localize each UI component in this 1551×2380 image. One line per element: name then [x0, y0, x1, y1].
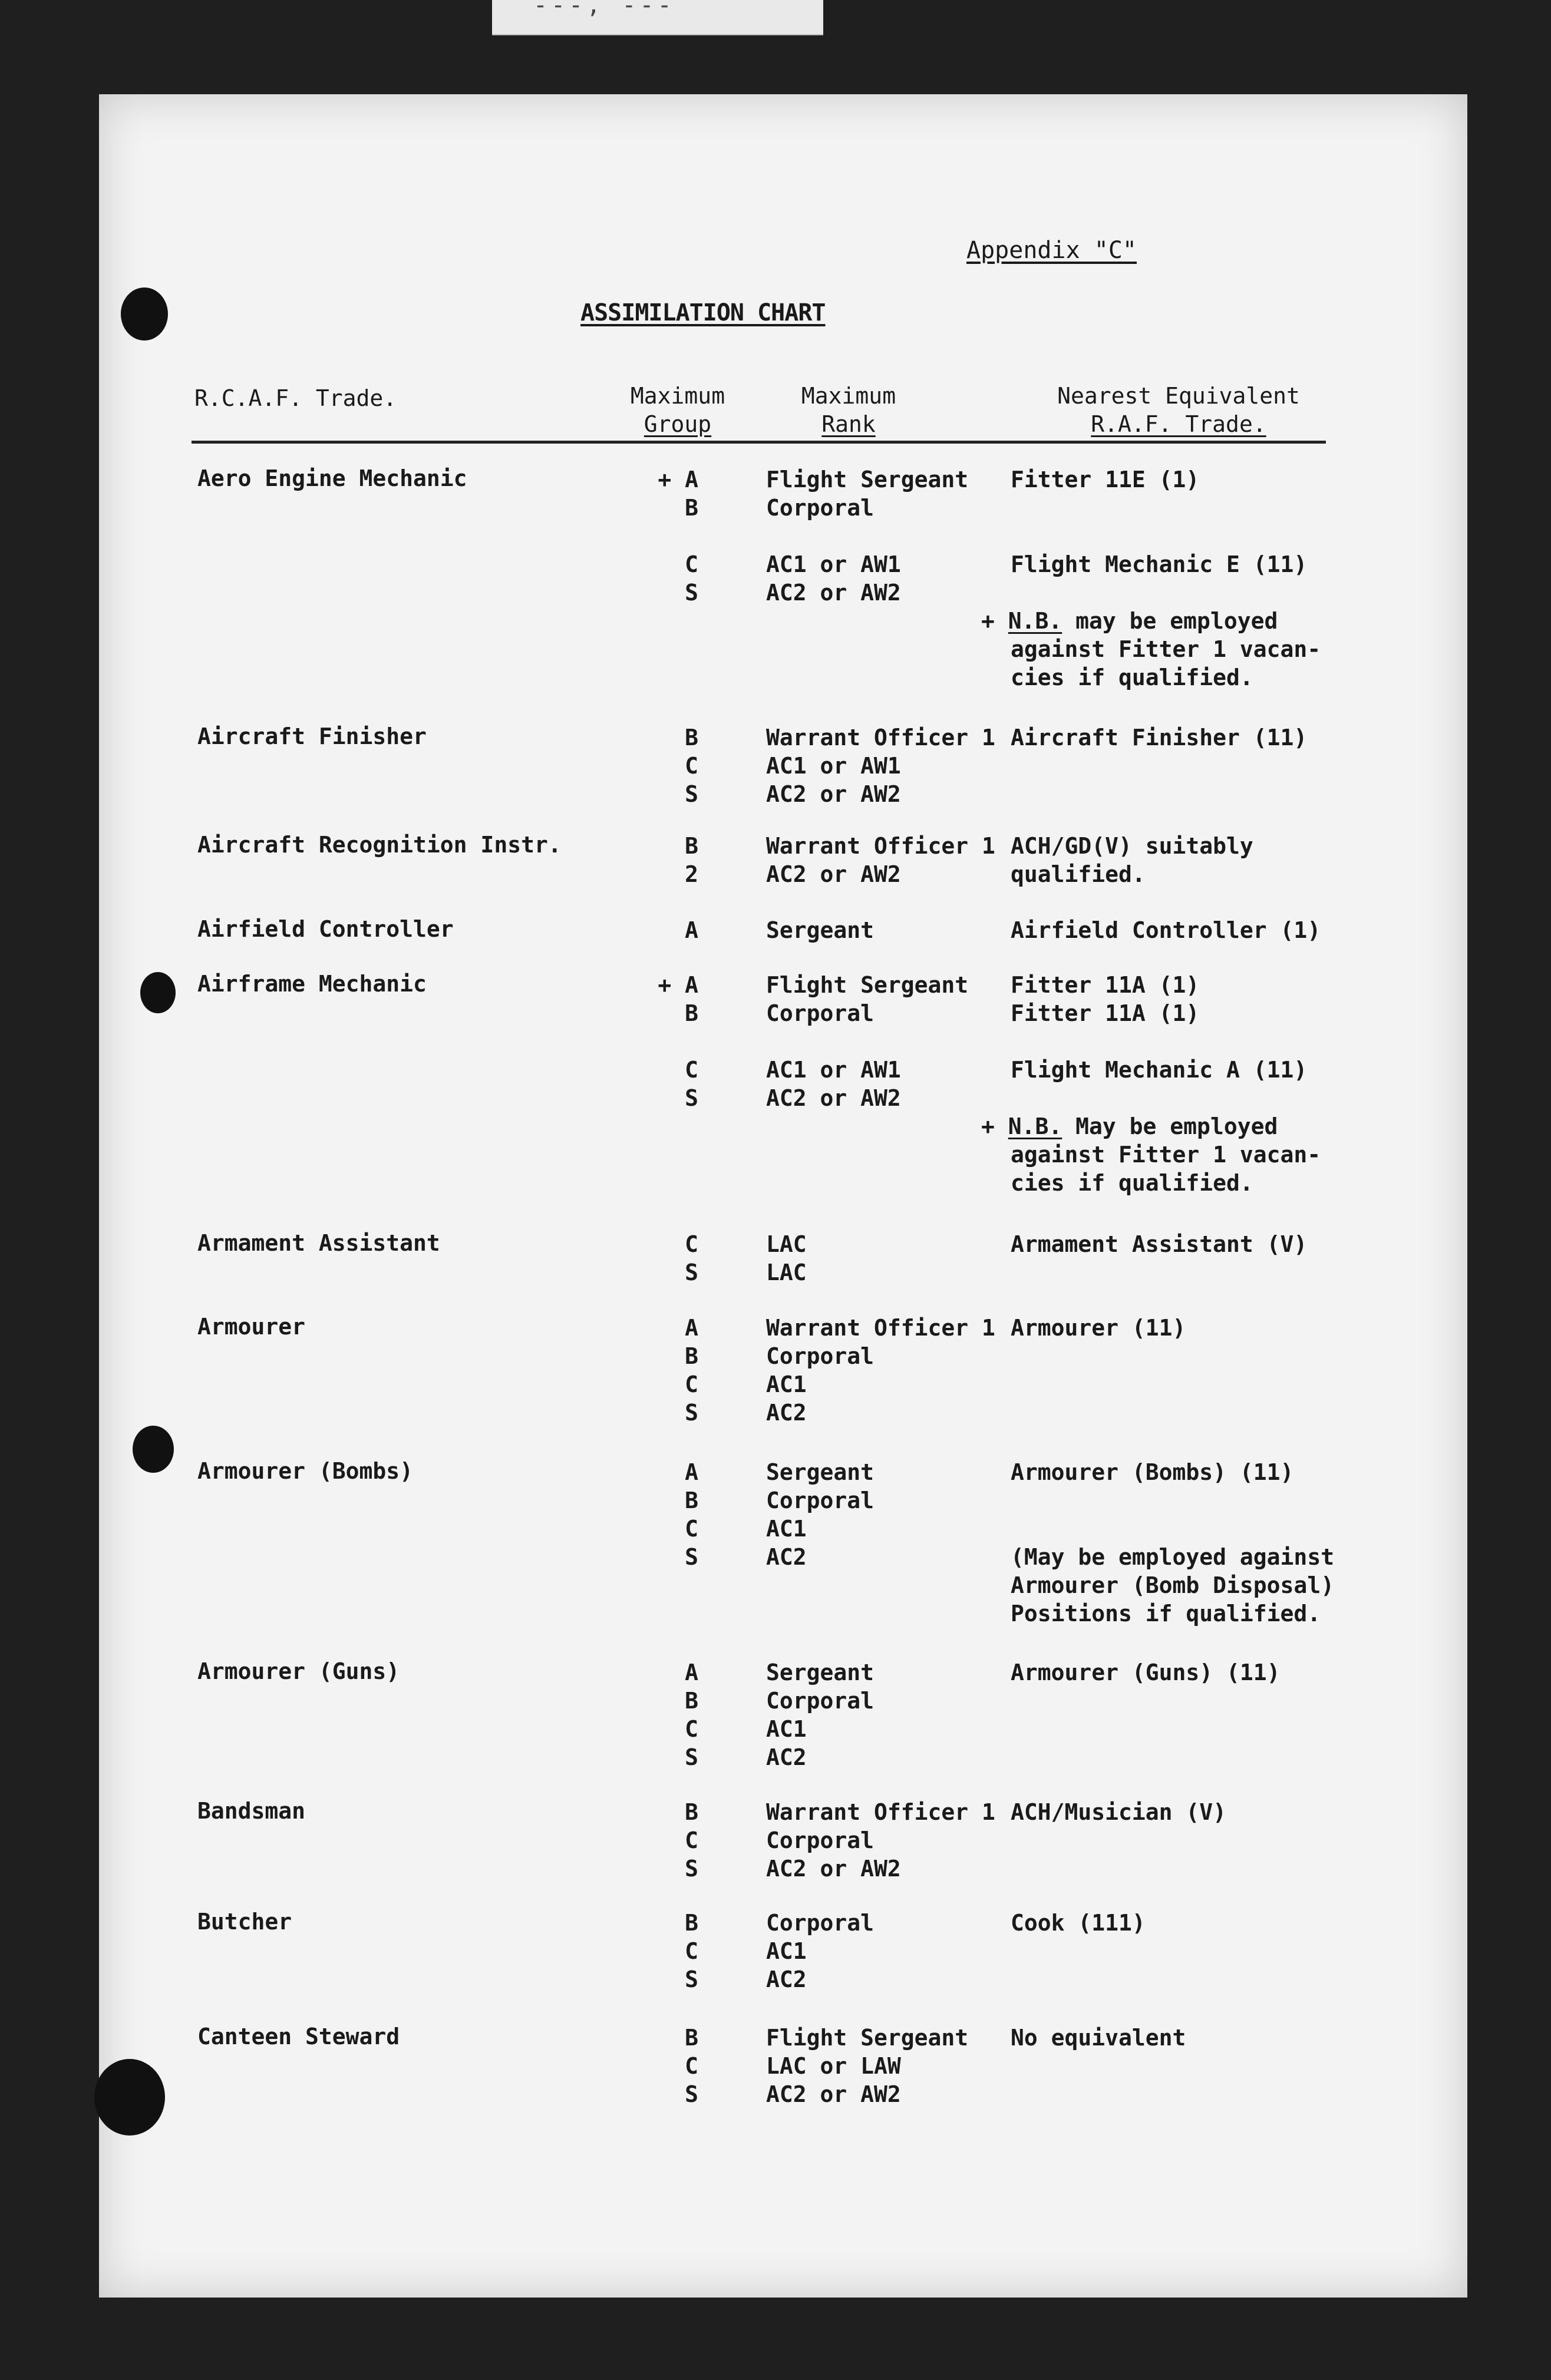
- max-rank: AC1: [766, 1938, 807, 1964]
- max-group: S: [685, 1744, 698, 1770]
- max-rank: Warrant Officer 1: [766, 725, 995, 751]
- max-group: S: [685, 1544, 698, 1570]
- max-rank: AC1: [766, 1516, 807, 1542]
- max-rank: AC2: [766, 1966, 807, 1992]
- punch-hole: [133, 1426, 174, 1473]
- max-rank: Corporal: [766, 1000, 874, 1026]
- trade-name: Canteen Steward: [197, 2024, 400, 2050]
- equivalent-trade: Fitter 11E (1): [1011, 467, 1200, 492]
- note-line: against Fitter 1 vacan-: [1011, 636, 1321, 662]
- punch-hole: [140, 972, 176, 1013]
- note-nb: N.B.: [1008, 608, 1062, 634]
- equivalent-trade: Aircraft Finisher (11): [1011, 725, 1308, 751]
- trade-name: Aircraft Finisher: [197, 723, 427, 749]
- max-group: B: [685, 1000, 698, 1026]
- max-group: B: [685, 2025, 698, 2051]
- max-rank: Warrant Officer 1: [766, 833, 995, 859]
- max-group: B: [685, 725, 698, 751]
- note-line: cies if qualified.: [1011, 665, 1253, 690]
- note-line: [981, 1112, 1278, 1141]
- max-group: S: [685, 1966, 698, 1992]
- header-equiv-line1: Nearest Equivalent: [1057, 383, 1300, 409]
- max-rank: Sergeant: [766, 1459, 874, 1485]
- page-title: ASSIMILATION CHART: [580, 299, 826, 326]
- max-rank: AC2 or AW2: [766, 781, 901, 807]
- max-rank: Corporal: [766, 1827, 874, 1853]
- max-rank: Warrant Officer 1: [766, 1315, 995, 1341]
- max-rank: Corporal: [766, 1688, 874, 1714]
- note-nb: N.B.: [1008, 1113, 1062, 1139]
- max-group: C: [685, 1716, 698, 1742]
- max-rank: Sergeant: [766, 917, 874, 943]
- max-group: B: [685, 1688, 698, 1714]
- header-rank-line1: Maximum: [801, 383, 896, 409]
- trade-name: Armourer: [197, 1314, 306, 1340]
- max-rank: Flight Sergeant: [766, 972, 969, 998]
- max-group: S: [685, 1856, 698, 1882]
- note-prefix: +: [981, 1113, 1008, 1139]
- max-group: C: [685, 551, 698, 577]
- header-equiv-line2: R.A.F. Trade.: [1091, 411, 1266, 437]
- max-rank: Corporal: [766, 1488, 874, 1513]
- max-rank: AC2 or AW2: [766, 861, 901, 887]
- max-group: C: [685, 753, 698, 779]
- max-rank: AC2 or AW2: [766, 1085, 901, 1111]
- trade-name: Armourer (Guns): [197, 1658, 400, 1684]
- equivalent-trade: (May be employed against: [1011, 1544, 1335, 1570]
- header-rule: [192, 441, 1326, 444]
- max-group: C: [685, 1516, 698, 1542]
- max-rank: AC2 or AW2: [766, 1856, 901, 1882]
- max-rank: Flight Sergeant: [766, 467, 969, 492]
- note-text: May be employed: [1062, 1113, 1278, 1139]
- max-group: C: [685, 1371, 698, 1397]
- trade-name: Aero Engine Mechanic: [197, 465, 467, 491]
- equivalent-trade: Armament Assistant (V): [1011, 1231, 1308, 1257]
- max-group: S: [685, 781, 698, 807]
- equivalent-trade: Flight Mechanic E (11): [1011, 551, 1308, 577]
- max-group: B: [685, 1488, 698, 1513]
- max-rank: LAC: [766, 1260, 807, 1285]
- max-rank: Corporal: [766, 495, 874, 521]
- max-rank: LAC: [766, 1231, 807, 1257]
- max-group: S: [685, 1400, 698, 1426]
- max-group: B: [685, 833, 698, 859]
- max-group: A: [685, 1315, 698, 1341]
- max-rank: LAC or LAW: [766, 2053, 901, 2079]
- trade-name: Aircraft Recognition Instr.: [197, 832, 562, 858]
- max-group: B: [685, 1799, 698, 1825]
- max-group: S: [685, 1260, 698, 1285]
- max-group: C: [685, 1231, 698, 1257]
- equivalent-trade: ACH/GD(V) suitably: [1011, 833, 1253, 859]
- max-rank: AC2 or AW2: [766, 580, 901, 606]
- equivalent-trade: Positions if qualified.: [1011, 1601, 1321, 1627]
- header-group-line2: Group: [644, 411, 712, 437]
- equivalent-trade: Airfield Controller (1): [1011, 917, 1321, 943]
- max-rank: AC1 or AW1: [766, 753, 901, 779]
- max-rank: AC1: [766, 1371, 807, 1397]
- equivalent-trade: qualified.: [1011, 861, 1146, 887]
- equivalent-trade: Fitter 11A (1): [1011, 1000, 1200, 1026]
- header-group-line1: Maximum: [630, 383, 725, 409]
- max-rank: Flight Sergeant: [766, 2025, 969, 2051]
- max-rank: AC2: [766, 1544, 807, 1570]
- max-group: C: [685, 1938, 698, 1964]
- header-rank: [766, 382, 931, 438]
- max-rank: AC1 or AW1: [766, 551, 901, 577]
- appendix-label: Appendix "C": [966, 237, 1137, 264]
- equivalent-trade: ACH/Musician (V): [1011, 1799, 1227, 1825]
- max-group: 2: [685, 861, 698, 887]
- equivalent-trade: Flight Mechanic A (11): [1011, 1057, 1308, 1083]
- max-group: C: [685, 2053, 698, 2079]
- max-group: + A: [658, 467, 698, 492]
- punch-hole: [121, 287, 168, 341]
- note-line: against Fitter 1 vacan-: [1011, 1142, 1321, 1168]
- max-group: B: [685, 495, 698, 521]
- max-group: B: [685, 1910, 698, 1936]
- equivalent-trade: Armourer (Bomb Disposal): [1011, 1572, 1335, 1598]
- max-group: A: [685, 1660, 698, 1685]
- note-line: [981, 607, 1278, 635]
- trade-name: Armament Assistant: [197, 1230, 440, 1256]
- max-rank: AC2: [766, 1744, 807, 1770]
- max-rank: AC1: [766, 1716, 807, 1742]
- note-prefix: +: [981, 608, 1008, 634]
- max-rank: Corporal: [766, 1910, 874, 1936]
- trade-name: Armourer (Bombs): [197, 1458, 414, 1484]
- header-group: [613, 382, 742, 438]
- archive-tab-label: [492, 0, 823, 35]
- note-line: cies if qualified.: [1011, 1170, 1253, 1196]
- max-group: + A: [658, 972, 698, 998]
- equivalent-trade: Armourer (11): [1011, 1315, 1186, 1341]
- equivalent-trade: No equivalent: [1011, 2025, 1186, 2051]
- equivalent-trade: Armourer (Guns) (11): [1011, 1660, 1281, 1685]
- max-group: C: [685, 1827, 698, 1853]
- tab-text: ---, ---: [533, 0, 675, 19]
- max-rank: Sergeant: [766, 1660, 874, 1685]
- max-rank: Corporal: [766, 1343, 874, 1369]
- max-group: S: [685, 2081, 698, 2107]
- trade-name: Bandsman: [197, 1798, 306, 1824]
- header-rank-line2: Rank: [821, 411, 876, 437]
- header-trade: R.C.A.F. Trade.: [194, 385, 397, 411]
- punch-hole: [94, 2059, 165, 2136]
- header-equivalent: [1014, 382, 1344, 438]
- max-group: A: [685, 1459, 698, 1485]
- max-rank: AC1 or AW1: [766, 1057, 901, 1083]
- max-group: B: [685, 1343, 698, 1369]
- trade-name: Airfield Controller: [197, 916, 454, 942]
- max-rank: AC2: [766, 1400, 807, 1426]
- note-text: may be employed: [1062, 608, 1278, 634]
- max-rank: Warrant Officer 1: [766, 1799, 995, 1825]
- equivalent-trade: Armourer (Bombs) (11): [1011, 1459, 1294, 1485]
- trade-name: Butcher: [197, 1909, 292, 1935]
- max-group: A: [685, 917, 698, 943]
- max-group: S: [685, 1085, 698, 1111]
- max-group: C: [685, 1057, 698, 1083]
- equivalent-trade: Cook (111): [1011, 1910, 1146, 1936]
- max-rank: AC2 or AW2: [766, 2081, 901, 2107]
- trade-name: Airframe Mechanic: [197, 971, 427, 997]
- max-group: S: [685, 580, 698, 606]
- equivalent-trade: Fitter 11A (1): [1011, 972, 1200, 998]
